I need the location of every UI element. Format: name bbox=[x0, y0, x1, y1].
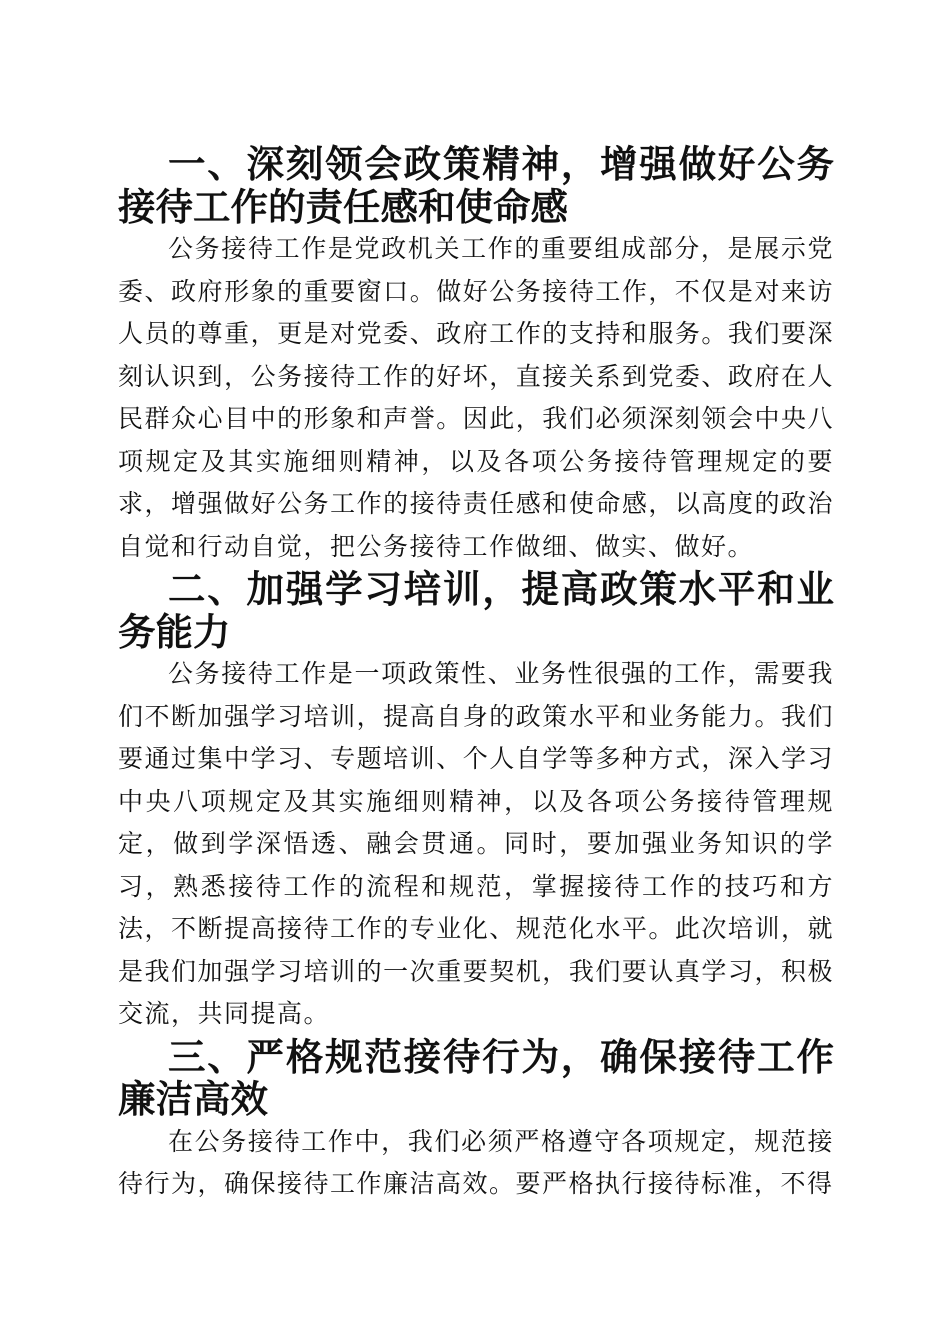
section-paragraph-3: 在公务接待工作中，我们必须严格遵守各项规定，规范接待行为，确保接待工作廉洁高效。要严格执行接待标准，不得 bbox=[118, 1126, 834, 1198]
document-body bbox=[118, 143, 834, 1206]
section-heading-2: 二、加强学习培训，提高政策水平和业务能力 bbox=[118, 567, 834, 654]
section-paragraph-1: 公务接待工作是党政机关工作的重要组成部分，是展示党委、政府形象的重要窗口。做好公务接待工作，不仅是对来访人员的尊重，更是对党委、政府工作的支持和服务。我们要深刻认识到，公务接待工作的好坏，直接关系到党委、政府在人民群众心目中的形象和声誉。因此，我们必须深刻领会中央八项规定及其实施细则精神，以及各项公务接待管理规定的要求，增强做好公务工作的接待责任感和使命感，以高度的政治自觉和行动自觉，把公务接待工作做细、做实、做好。 bbox=[118, 234, 834, 561]
section-heading-1: 一、深刻领会政策精神，增强做好公务接待工作的责任感和使命感 bbox=[118, 142, 834, 229]
section-paragraph-2: 公务接待工作是一项政策性、业务性很强的工作，需要我们不断加强学习培训，提高自身的政策水平和业务能力。我们要通过集中学习、专题培训、个人自学等多种方式，深入学习中央八项规定及其实施细则精神，以及各项公务接待管理规定，做到学深悟透、融会贯通。同时，要加强业务知识的学习，熟悉接待工作的流程和规范，掌握接待工作的技巧和方法，不断提高接待工作的专业化、规范化水平。此次培训，就是我们加强学习培训的一次重要契机，我们要认真学习，积极交流，共同提高。 bbox=[118, 659, 834, 1028]
section-heading-3: 三、严格规范接待行为，确保接待工作廉洁高效 bbox=[118, 1034, 834, 1121]
